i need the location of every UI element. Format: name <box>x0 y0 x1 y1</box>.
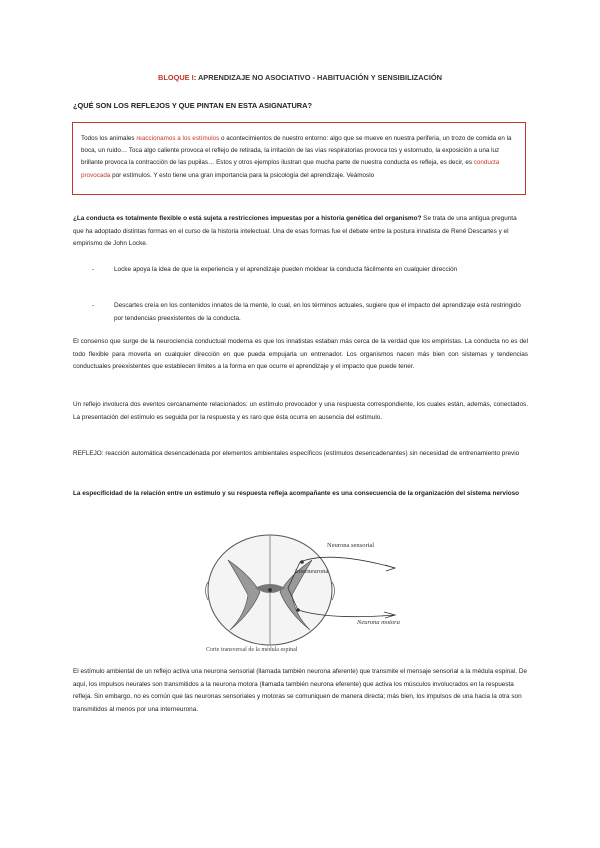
title-text: : APRENDIZAJE NO ASOCIATIVO - HABITUACIÓN Y SENSIBILIZACIÓN <box>193 73 443 82</box>
section-question: ¿QUÉ SON LOS REFLEJOS Y QUE PINTAN EN ESTA ASIGNATURA? <box>73 101 312 110</box>
paragraph-especificidad: La especificidad de la relación entre un estímulo y su respuesta refleja acompañante es una consecuencia de la organización del sistema nervioso <box>73 490 520 497</box>
box-text-2: o acontecimientos de nuestro entorno: algo que se mueve en nuestra periferia, un trozo de comida en la boca, un ruido… Toca algo caliente provoca el reflejo de retirada, la irritación de las vías respiratorias provoca tos y estornudo, la exposición a una luz brillante provoca la contracción de las pupilas… Estos y otros ejemplos ilustran que mucha parte de nuestra conducta es refleja, es decir, es <box>81 135 512 167</box>
list-item-text: Descartes creía en los contenidos innatos de la mente, lo cual, en los términos actuales, sugiere que el impacto del aprendizaje está restringido por tendencias preexistentes de la conducta. <box>114 302 521 322</box>
spinal-cord-cross-section <box>206 535 335 645</box>
paragraph-reflejo: Un reflejo involucra dos eventos cercanamente relacionados: un estímulo provocador y una respuesta correspondiente, los cuales están, además, conectados. La presentación del estímulo es seguida por la respuesta y es raro que ésta ocurra en ausencia del estímulo. <box>73 401 528 421</box>
box-text-3: por estímulos. Y esto tiene una gran importancia para la psicología del aprendizaje. Veámoslo <box>110 171 375 179</box>
label-interneuron: Interneurona <box>295 568 329 575</box>
list-dash: - <box>92 302 95 309</box>
paragraph-definicion: REFLEJO: reacción automática desencadenada por elementos ambientales específicos (estímulos desencadenantes) sin necesidad de entrenamiento previo <box>73 450 520 457</box>
list-item-text: Locke apoya la idea de que la experiencia y el aprendizaje pueden moldear la conducta fácilmente en cualquier dirección <box>114 266 458 273</box>
spinal-cord-figure <box>200 520 400 655</box>
box-highlight-2: conducta provocada <box>81 159 500 179</box>
intro-box <box>72 122 526 195</box>
intro-text: Se trata de una antigua pregunta que ha adoptado distintas formas en el curso de la historia intelectual. Una de esas formas fue el debate entre la postura innatista de René Descartes y el empirismo de John Locke. <box>73 215 517 247</box>
intro-paragraph <box>73 213 528 251</box>
box-highlight-1: reaccionamos a los estímulos <box>136 135 220 142</box>
title-block-label: BLOQUE I <box>157 73 194 82</box>
paragraph-final: El estímulo ambiental de un reflejo activa una neurona sensorial (llamada también neurona aferente) que transmite el mensaje sensorial a la médula espinal. De aquí, los impulsos neurales son transmitidos a la neurona motora (llamada también neurona eferente) que activa los músculos involucrados en la respuesta refleja. Sin embargo, no es común que las neuronas sensoriales y motoras se comuniquen de manera directa; más bien, los impulsos de una hacia la otra son transmitidos al menos por una interneurona. <box>73 668 527 713</box>
intro-question: ¿La conducta es totalmente flexible o está sujeta a restricciones impuestas por a historia genética del organismo? <box>73 215 422 222</box>
label-sensory-neuron: Neurona sensorial <box>327 542 375 549</box>
figure-caption: Corte transversal de la médula espinal <box>206 647 298 653</box>
box-text-1: Todos los animales <box>81 135 137 142</box>
label-motor-neuron: Neurona motora <box>357 619 400 626</box>
page-title <box>0 73 600 82</box>
list-dash: - <box>92 266 95 273</box>
paragraph-consenso: El consenso que surge de la neurociencia conductual moderna es que los innatistas estaban más cerca de la verdad que los empiristas. La conducta no es del todo flexible para moverla en cualquier dirección en que pueda empujarla un entrenador. Los organismos nacen más bien con sistemas y tendencias conductuales preexistentes que establecen límites a la forma en que ocurre el aprendizaje y el impacto que puede tener. <box>73 338 528 370</box>
